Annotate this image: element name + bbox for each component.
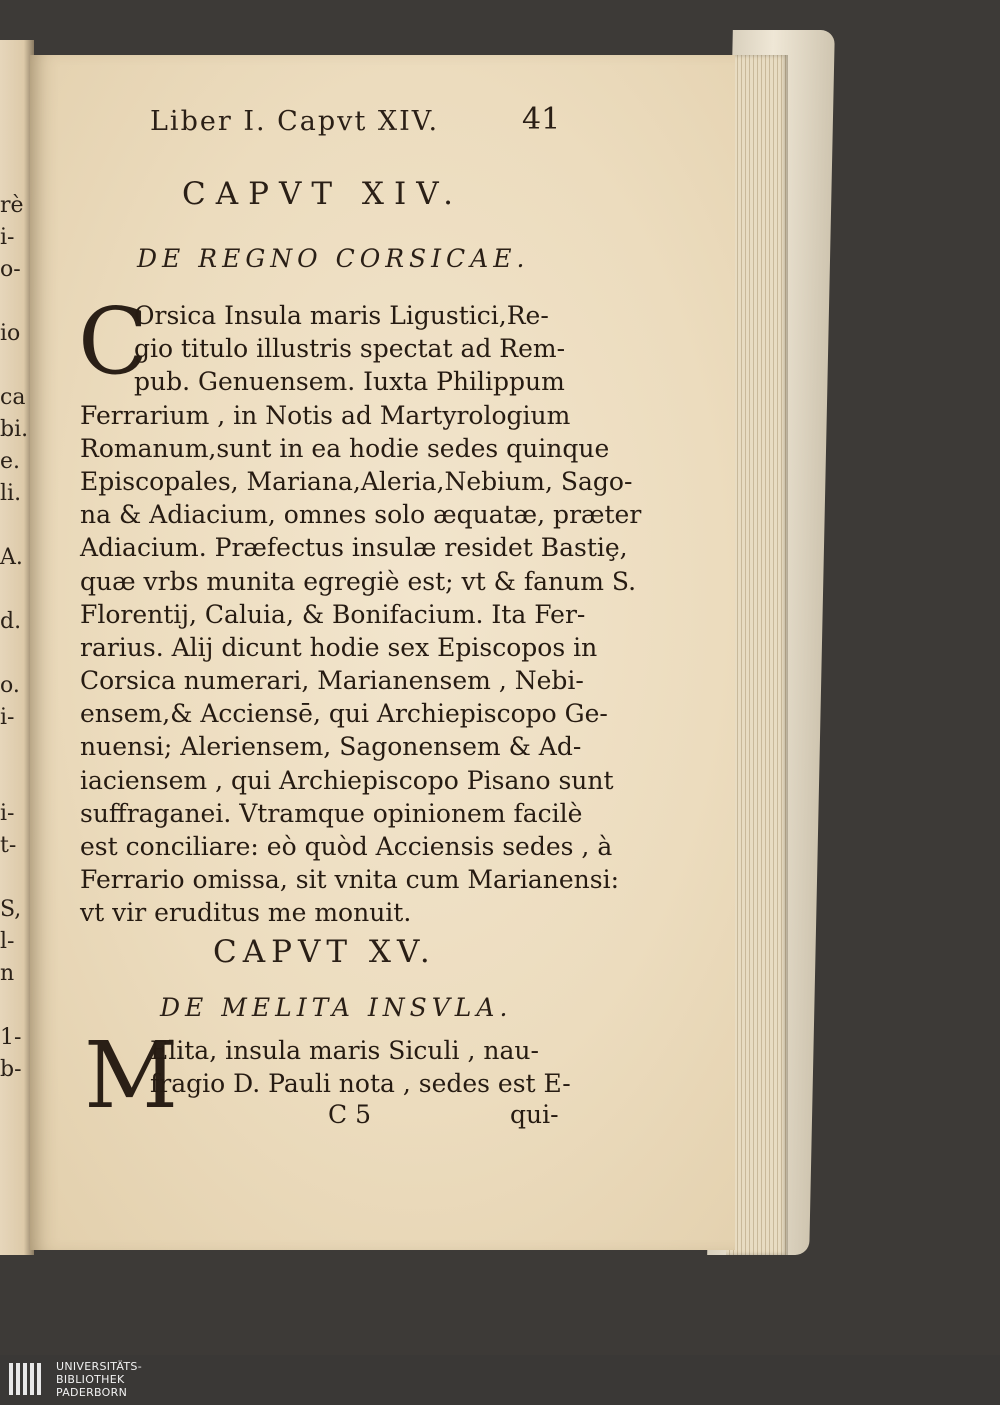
text-line: est conciliare: eò quòd Acciensis sedes , à [80,832,613,861]
margin-fragment: t- [0,833,17,858]
text-line: suffraganei. Vtramque opinionem facilè [80,798,583,828]
margin-fragment [0,638,28,670]
text-line: Elita, insula maris Siculi , nau- [150,1036,539,1065]
chapter-body-text [80,1034,570,1100]
margin-fragment: 1- [0,1025,22,1050]
text-line: nuensi; Aleriensem, Sagonensem & Ad- [80,732,582,762]
signature-mark: C 5 [328,1100,371,1129]
margin-fragment: i- [0,705,15,730]
text-line: Ferrario omissa, sit vnita cum Marianensi: [80,865,620,895]
text-line: ensem,& Acciensē, qui Archiepiscopo Ge- [80,699,608,729]
margin-fragment: li. [0,481,22,506]
margin-fragment: i- [0,225,15,250]
margin-fragment: S, [0,897,22,922]
running-head: Liber I. Capvt XIV. [150,106,440,137]
margin-fragment: n [0,961,15,986]
text-line: quæ vrbs munita egregiè est; vt & fanum S. [80,566,637,596]
catchword: qui- [510,1100,559,1129]
drop-capital: M [84,1022,179,1129]
text-line: Florentij, Caluia, & Bonifacium. Ita Fer- [80,599,586,629]
margin-fragment [0,286,28,318]
margin-fragment: d. [0,609,22,634]
margin-fragment: o- [0,257,21,282]
margin-fragment: e. [0,449,21,474]
page-block-edges [726,55,788,1255]
text-line: Ferrarium , in Notis ad Martyrologium [80,400,571,430]
page-number: 41 [522,102,561,137]
facing-page-margin-text [0,190,28,1086]
margin-fragment: l- [0,929,15,954]
text-line: iaciensem , qui Archiepiscopo Pisano sunt [80,765,614,795]
text-line: Orsica Insula maris Ligustici,Re- [134,301,549,330]
margin-fragment [0,574,28,606]
margin-fragment [0,862,28,894]
text-line: pub. Genuensem. Iuxta Philippum [134,367,565,397]
text-line: vt vir eruditus me monuit. [80,898,412,928]
drop-capital: C [78,288,149,395]
margin-fragment [0,350,28,382]
margin-fragment: A. [0,545,23,570]
text-line: Corsica numerari, Marianensem , Nebi- [80,666,584,696]
margin-fragment: b- [0,1057,22,1082]
text-line: na & Adiacium, omnes solo æquatæ, præter [80,500,642,530]
margin-fragment [0,990,28,1022]
signature-line [80,1100,570,1134]
text-line: Episcopales, Mariana,Aleria,Nebium, Sago- [80,466,633,496]
library-logo-icon [8,1360,48,1398]
margin-fragment: i- [0,801,15,826]
text-line: rarius. Alij dicunt hodie sex Episcopos in [80,632,598,662]
library-name: UNIVERSITÄTS- BIBLIOTHEK PADERBORN [56,1360,142,1399]
text-line: fragio D. Pauli nota , sedes est E- [150,1069,571,1099]
margin-fragment: o. [0,673,20,698]
text-line: gio titulo illustris spectat ad Rem- [134,334,566,364]
chapter-body-text [80,299,642,930]
margin-fragment: bi. [0,417,28,442]
margin-fragment: rè [0,193,24,218]
margin-fragment: ca [0,385,26,410]
chapter-heading: CAPVT XV. [213,934,436,970]
library-footer [0,1355,1000,1405]
margin-fragment: io [0,321,21,346]
facing-page-edge [0,40,34,1255]
chapter-heading: CAPVT XIV. [182,176,464,212]
margin-fragment [0,510,28,542]
margin-fragment [0,734,28,766]
chapter-subtitle: DE REGNO CORSICAE. [137,244,530,273]
text-line: Romanum,sunt in ea hodie sedes quinque [80,433,610,463]
margin-fragment [0,766,28,798]
chapter-subtitle: DE MELITA INSVLA. [160,993,513,1022]
text-line: Adiacium. Præfectus insulæ residet Bastiȩ, [80,533,628,563]
